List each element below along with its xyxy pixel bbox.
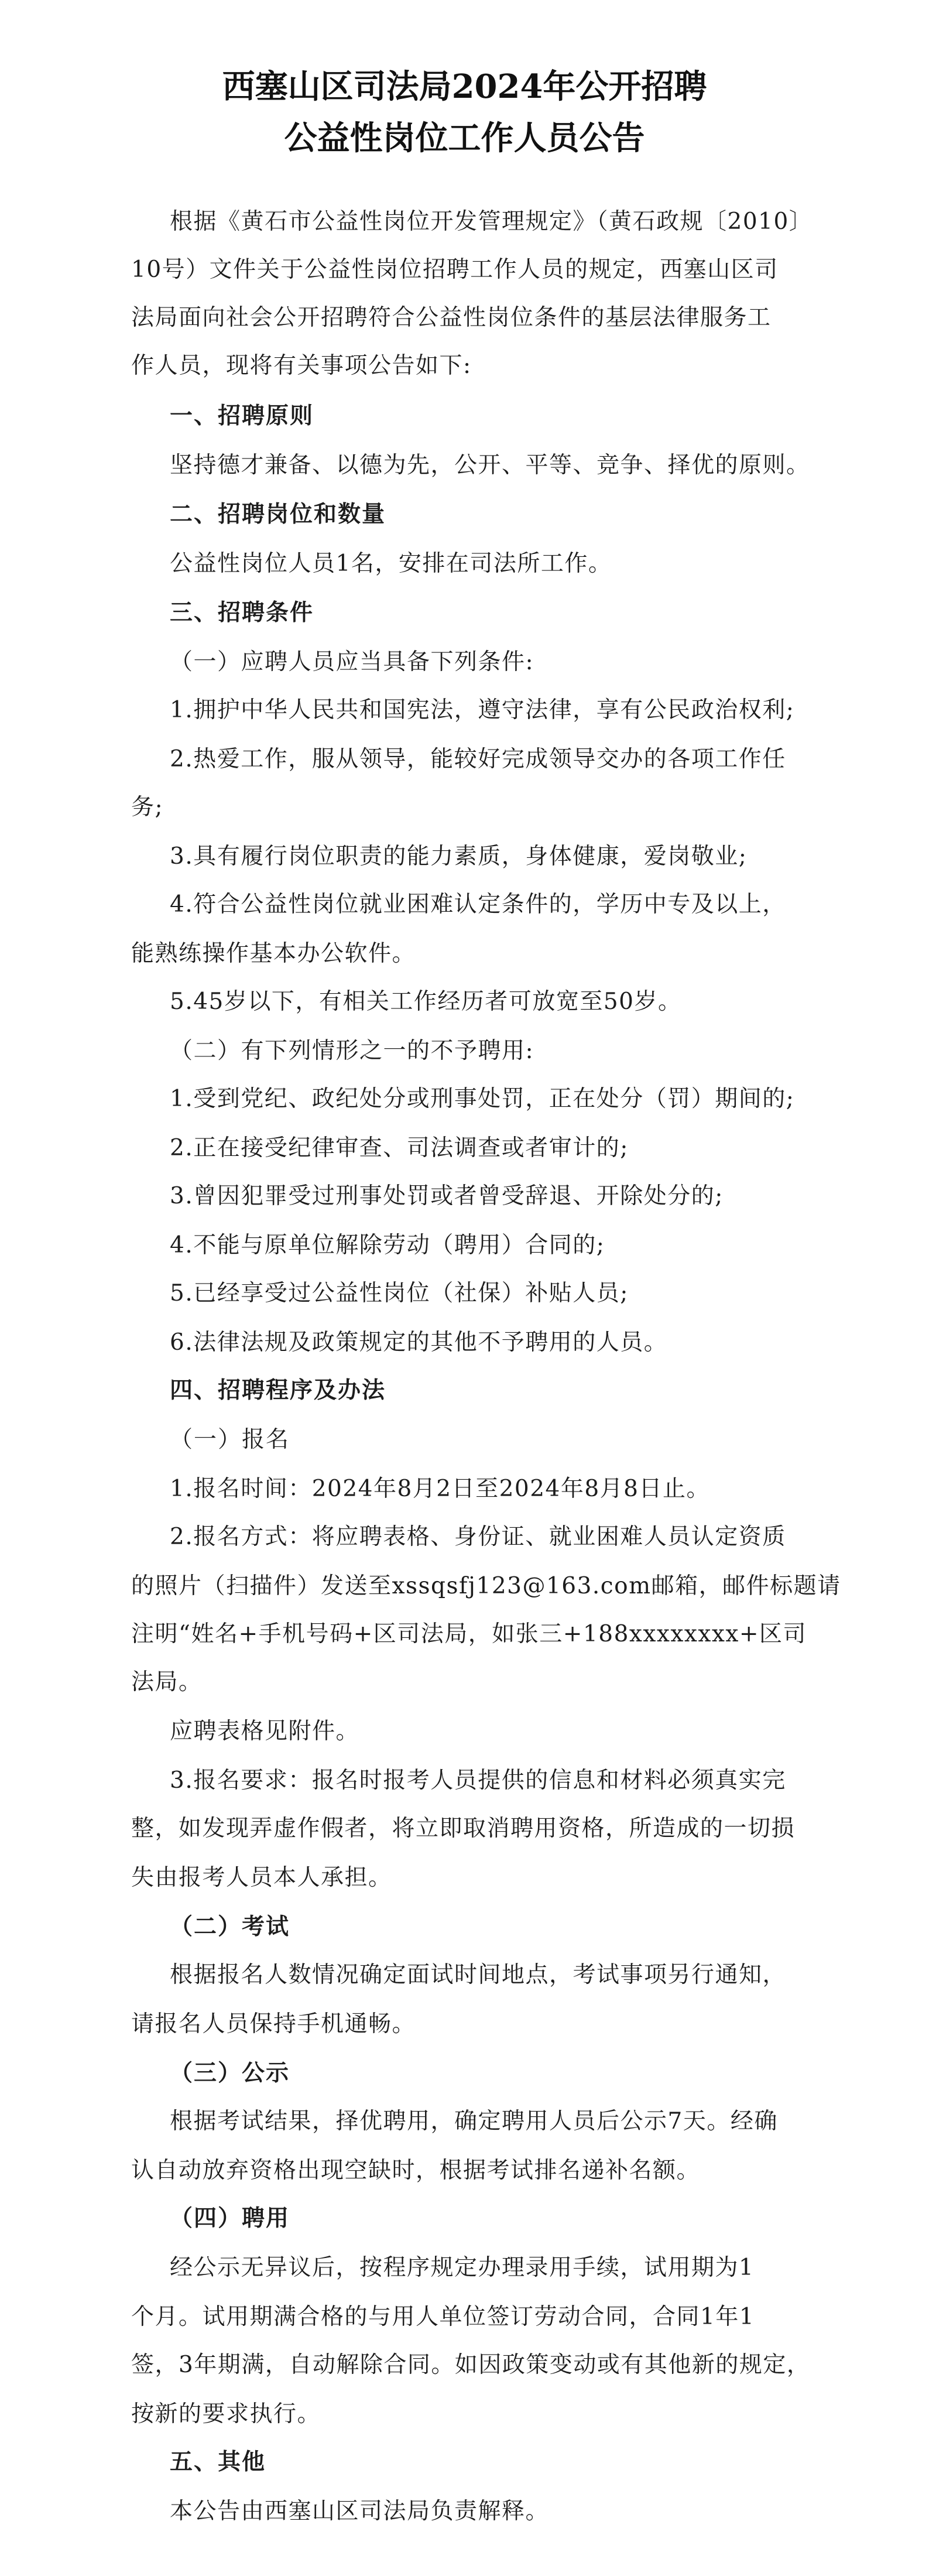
body-line-42: （四）聘用 — [170, 2205, 290, 2232]
title-line-2: 公益性岗位工作人员公告 — [284, 119, 645, 158]
body-line-48: 本公告由西塞山区司法局负责解释。 — [170, 2498, 550, 2524]
body-line-18: （二）有下列情形之一的不予聘用: — [170, 1038, 534, 1064]
body-line-22: 4.不能与原单位解除劳动（聘用）合同的; — [170, 1232, 605, 1258]
body-line-34: 整，如发现弄虚作假者，将立即取消聘用资格，所造成的一切损 — [131, 1815, 796, 1842]
body-line-24: 6.法律法规及政策规定的其他不予聘用的人员。 — [170, 1329, 668, 1356]
body-line-12: 2.热爱工作，服从领导，能较好完成领导交办的各项工作任 — [170, 746, 786, 772]
body-line-10: （一）应聘人员应当具备下列条件: — [170, 649, 534, 675]
body-line-44: 个月。试用期满合格的与用人单位签订劳动合同，合同1年1 — [131, 2304, 755, 2330]
body-line-27: 1.报名时间：2024年8月2日至2024年8月8日止。 — [170, 1476, 710, 1502]
title-line-1: 西塞山区司法局2024年公开招聘 — [222, 67, 707, 106]
body-line-40: 根据考试结果，择优聘用，确定聘用人员后公示7天。经确 — [170, 2108, 778, 2134]
body-line-19: 1.受到党纪、政纪处分或刑事处罚，正在处分（罚）期间的; — [170, 1086, 795, 1112]
body-line-15: 4.符合公益性岗位就业困难认定条件的，学历中专及以上， — [170, 891, 786, 918]
body-line-14: 3.具有履行岗位职责的能力素质，身体健康，爱岗敬业; — [170, 843, 748, 870]
body-line-3: 法局面向社会公开招聘符合公益性岗位条件的基层法律服务工 — [131, 305, 772, 331]
body-line-23: 5.已经享受过公益性岗位（社保）补贴人员; — [170, 1280, 629, 1306]
body-line-2: 10号）文件关于公益性岗位招聘工作人员的规定，西塞山区司 — [131, 256, 779, 283]
body-line-8: 公益性岗位人员1名，安排在司法所工作。 — [170, 550, 612, 577]
body-line-17: 5.45岁以下，有相关工作经历者可放宽至50岁。 — [170, 988, 682, 1015]
body-line-43: 经公示无异议后，按程序规定办理录用手续，试用期为1 — [170, 2255, 755, 2281]
body-line-46: 按新的要求执行。 — [131, 2401, 321, 2427]
body-line-36: （二）考试 — [170, 1914, 290, 1940]
body-line-5: 一、招聘原则 — [170, 403, 314, 429]
body-line-30: 注明“姓名+手机号码+区司法局，如张三+188xxxxxxxx+区司 — [131, 1621, 807, 1647]
body-line-31: 法局。 — [131, 1669, 203, 1695]
body-line-47: 五、其他 — [170, 2449, 266, 2475]
body-line-16: 能熟练操作基本办公软件。 — [131, 940, 416, 967]
body-line-25: 四、招聘程序及办法 — [170, 1377, 386, 1404]
body-line-20: 2.正在接受纪律审查、司法调查或者审计的; — [170, 1135, 629, 1161]
body-line-29: 的照片（扫描件）发送至xssqsfj123@163.com邮箱，邮件标题请 — [131, 1573, 841, 1599]
body-line-7: 二、招聘岗位和数量 — [170, 501, 386, 528]
body-line-6: 坚持德才兼备、以德为先，公开、平等、竞争、择优的原则。 — [170, 452, 810, 478]
body-line-1: 根据《黄石市公益性岗位开发管理规定》（黄石政规〔2010〕 — [170, 208, 813, 235]
body-line-45: 签，3年期满，自动解除合同。如因政策变动或有其他新的规定， — [131, 2352, 811, 2378]
body-line-38: 请报名人员保持手机通畅。 — [131, 2011, 416, 2037]
body-line-39: （三）公示 — [170, 2060, 290, 2086]
body-line-28: 2.报名方式：将应聘表格、身份证、就业困难人员认定资质 — [170, 1524, 786, 1550]
body-line-26: （一）报名 — [170, 1426, 290, 1453]
body-line-4: 作人员，现将有关事项公告如下: — [131, 353, 472, 379]
body-line-21: 3.曾因犯罪受过刑事处罚或者曾受辞退、开除处分的; — [170, 1183, 724, 1209]
body-line-13: 务; — [131, 794, 164, 820]
body-line-35: 失由报考人员本人承担。 — [131, 1865, 392, 1891]
body-line-37: 根据报名人数情况确定面试时间地点，考试事项另行通知， — [170, 1962, 787, 1988]
body-line-32: 应聘表格见附件。 — [170, 1718, 360, 1744]
body-line-33: 3.报名要求：报名时报考人员提供的信息和材料必须真实完 — [170, 1767, 786, 1794]
body-line-11: 1.拥护中华人民共和国宪法，遵守法律，享有公民政治权利; — [170, 697, 795, 723]
body-line-9: 三、招聘条件 — [170, 600, 314, 626]
body-line-41: 认自动放弃资格出现空缺时，根据考试排名递补名额。 — [131, 2157, 701, 2184]
